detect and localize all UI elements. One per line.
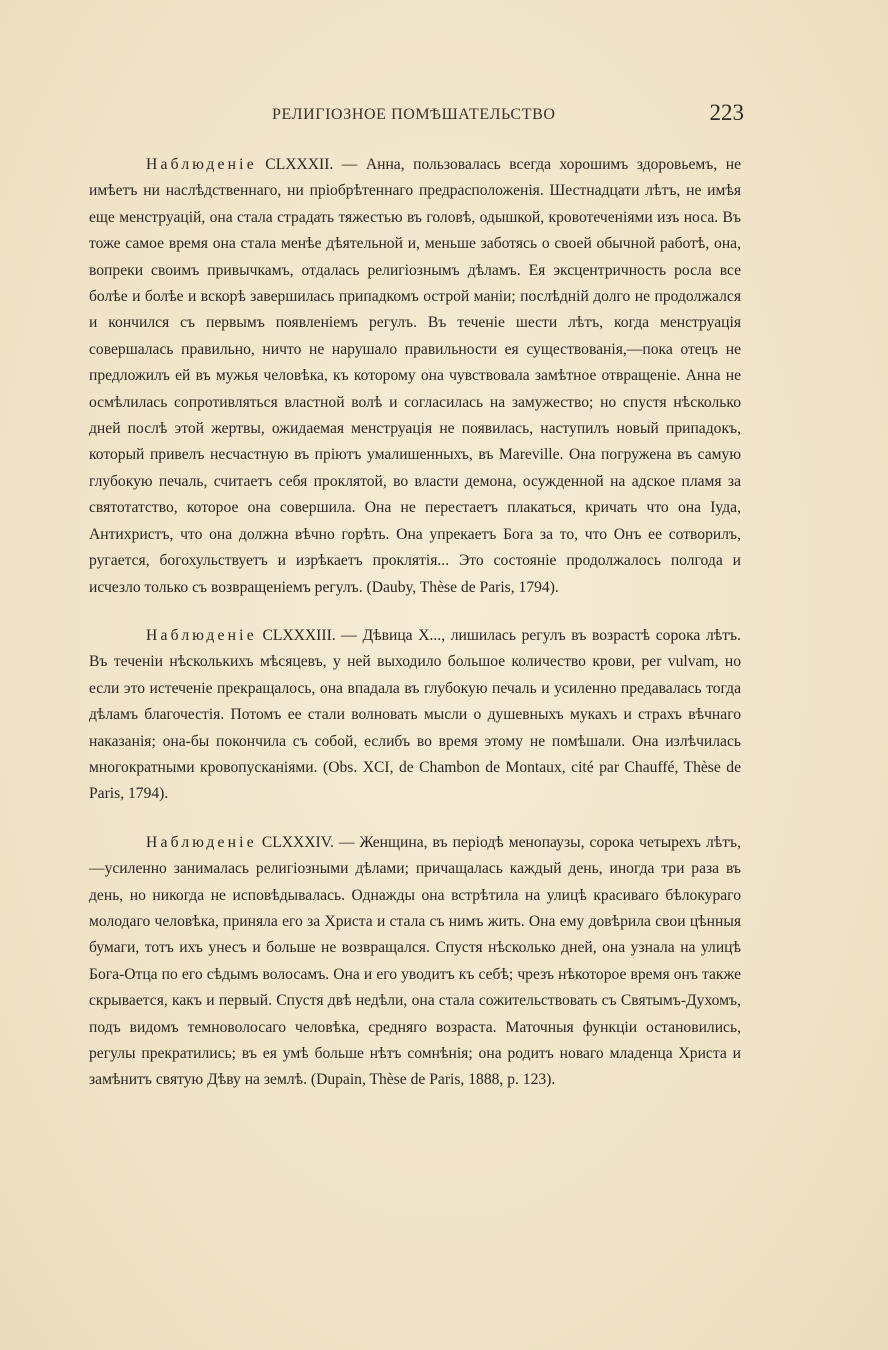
observation-text: CLXXXII. — Анна, пользовалась всегда хорошимъ здоровьемъ, не имѣетъ ни наслѣдственнаго, ни прiобрѣтеннаго предрасположенiя. Шестнадцати лѣтъ, не имѣя еще менструацiй, она стала страдать тяжестью въ головѣ, одышкой, кровотеченiями изъ носа. Въ тоже самое время она стала менѣе дѣятельной и, меньше заботясь о своей обычной работѣ, она, вопреки своимъ привычкамъ, отдалась религiознымъ дѣламъ. Ея эксцентричность росла все болѣе и болѣе и вскорѣ завершилась припадкомъ острой манiи; послѣднiй долго не продолжался и кончился съ первымъ появленiемъ регулъ. Въ теченiе шести лѣтъ, когда менструацiя совершалась правильно, ничто не нарушало правильности ея существованiя,—пока отецъ не предложилъ ей въ мужья человѣка, къ которому она чувствовала замѣтное отвращенiе. Анна не осмѣлилась сопротивляться властной волѣ и согласилась на замужество; но спустя нѣсколько дней послѣ этой жертвы, ожидаемая менструацiя не появилась, наступилъ новый припадокъ, который привелъ несчастную въ прiютъ умалишенныхъ, въ Mareville. Она погружена въ самую глубокую печаль, считаетъ себя проклятой, во власти демона, осужденной на адское пламя за святотатство, которое она совершила. Она не перестаетъ плакаться, кричать что она Iуда, Антихристъ, что она должна вѣчно горѣть. Она упрекаетъ Бога за то, что Онъ ее сотворилъ, ругается, богохульствуетъ и изрѣкаетъ проклятiя... Это состоянiе продолжалось полгода и исчезло только съ возвращенiемъ регулъ. (Dauby, Thèse de Paris, 1794).: [89, 156, 741, 596]
observation-182-paragraph: [89, 152, 741, 601]
observation-label: Наблюденiе: [146, 156, 257, 173]
observation-183-paragraph: [89, 623, 741, 808]
observation-text: CLXXXIII. — Дѣвица X..., лишилась регулъ въ возрастѣ сорока лѣтъ. Въ теченiи нѣсколькихъ мѣсяцевъ, у ней выходило большое количество крови, per vulvam, но если это истеченiе прекращалось, она впадала въ глубокую печаль и усиленно предавалась тогда дѣламъ благочестiя. Потомъ ее стали волновать мысли о душевныхъ мукахъ и страхъ вѣчнаго наказанiя; она-бы покончила съ собой, еслибъ во время этому не помѣшали. Она излѣчилась многократными кровопусканiями. (Obs. XCI, de Chambon de Montaux, cité par Chauffé, Thèse de Paris, 1794).: [89, 626, 741, 803]
observation-label: Наблюденiе: [146, 626, 257, 644]
page-header: [138, 100, 744, 130]
page-number: 223: [709, 100, 744, 125]
running-title: РЕЛИГIОЗНОЕ ПОМѢШАТЕЛЬСТВО: [272, 106, 556, 123]
observation-label: Наблюденiе: [146, 833, 257, 851]
body-text: [89, 152, 741, 1094]
observation-text: CLXXXIV. — Женщина, въ перiодѣ менопаузы, сорока четырехъ лѣтъ,—усиленно занималась религiозными дѣлами; причащалась каждый день, иногда три раза въ день, но никогда не исповѣдывалась. Однажды она встрѣтила на улицѣ красиваго бѣлокураго молодаго человѣка, приняла его за Христа и стала съ нимъ жить. Она ему довѣрила свои цѣнныя бумаги, тотъ ихъ унесъ и больше не возвращался. Спустя нѣсколько дней, она узнала на улицѣ Бога-Отца по его сѣдымъ волосамъ. Она и его уводитъ къ себѣ; чрезъ нѣкоторое время онъ также скрывается, какъ и первый. Спустя двѣ недѣли, она стала сожительствовать съ Святымъ-Духомъ, подъ видомъ темноволосаго человѣка, средняго возраста. Маточныя функцiи остановились, регулы прекратились; въ ея умѣ больше нѣтъ сомнѣнiя; она родитъ новаго младенца Христа и замѣнитъ святую Дѣву на землѣ. (Dupain, Thèse de Paris, 1888, p. 123).: [89, 833, 741, 1089]
observation-184-paragraph: [89, 830, 741, 1094]
